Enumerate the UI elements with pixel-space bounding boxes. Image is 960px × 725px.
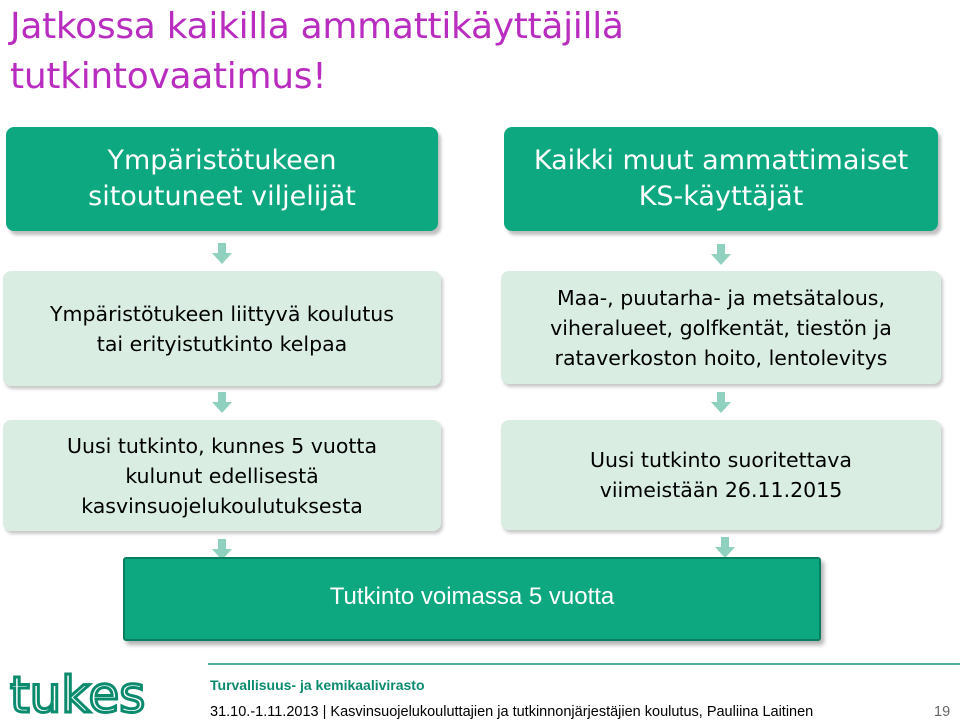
arrow-down-icon xyxy=(212,392,232,414)
arrow-down-icon xyxy=(715,537,735,559)
box-right-bottom xyxy=(501,420,941,530)
box-left-middle-text: Ympäristötukeen liittyvä koulutus tai erityistutkinto kelpaa xyxy=(50,301,394,356)
svg-text:tukes: tukes xyxy=(10,668,146,720)
result-box xyxy=(123,557,821,641)
agency-name: Turvallisuus- ja kemikaalivirasto xyxy=(210,677,425,693)
tukes-logo xyxy=(8,668,150,720)
box-left-bottom-text: Uusi tutkinto, kunnes 5 vuotta kulunut edellisestä kasvinsuojelukoulutuksesta xyxy=(66,433,378,518)
page-number: 19 xyxy=(934,704,951,720)
arrow-down-icon xyxy=(711,392,731,414)
slide-title: Jatkossa kaikilla ammattikäyttäjillä tutkintovaatimus! xyxy=(10,6,624,97)
box-right-middle-text: Maa-, puutarha- ja metsätalous, viheralueet, golfkentät, tiestön ja rataverkoston hoito, lentolevitys xyxy=(550,285,892,370)
box-right-bottom-text: Uusi tutkinto suoritettava viimeistään 26.11.2015 xyxy=(590,448,852,502)
footer-divider xyxy=(208,663,960,665)
box-right-middle xyxy=(501,271,941,384)
box-left-top-text: Ympäristötukeen sitoutuneet viljelijät xyxy=(88,145,356,212)
arrow-down-icon xyxy=(212,243,232,265)
box-left-top xyxy=(6,127,438,231)
box-right-top-text: Kaikki muut ammattimaiset KS-käyttäjät xyxy=(533,145,909,212)
arrow-down-icon xyxy=(711,244,731,266)
box-left-middle xyxy=(3,271,441,386)
box-left-bottom xyxy=(3,420,441,531)
box-right-top xyxy=(504,127,938,231)
footer-info: 31.10.-1.11.2013 | Kasvinsuojelukouluttajien ja tutkinnonjärjestäjien koulutus, Pauliina Laitinen xyxy=(210,704,814,720)
result-text: Tutkinto voimassa 5 vuotta xyxy=(329,583,615,610)
